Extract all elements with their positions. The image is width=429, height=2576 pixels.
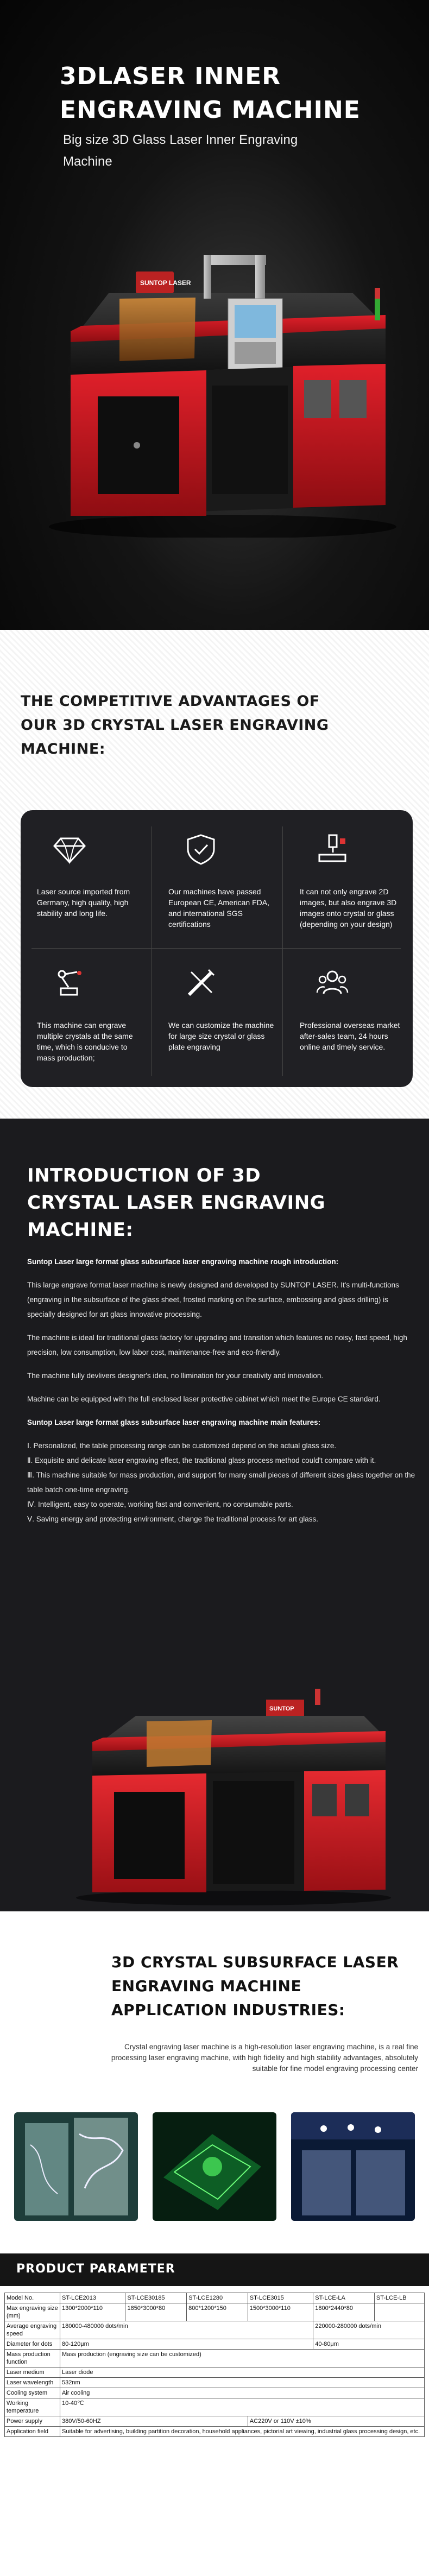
table-cell: Laser diode: [60, 2367, 425, 2378]
advantage-text: Professional overseas market after-sales team, 24 hours online and timely service.: [300, 1021, 400, 1051]
table-cell: 1850*3000*80: [125, 2303, 187, 2321]
table-cell: Air cooling: [60, 2388, 425, 2398]
divider: [31, 948, 401, 949]
applications-title: 3D CRYSTAL SUBSURFACE LASER ENGRAVING MACHINE APPLICATION INDUSTRIES:: [111, 1953, 399, 2019]
table-cell: 532nm: [60, 2378, 425, 2388]
design-tools-icon: [185, 967, 217, 999]
table-cell: AC220V or 110V ±10%: [248, 2416, 424, 2427]
table-row-label: Mass production function: [5, 2350, 60, 2367]
table-cell: Suitable for advertising, building partition decoration, household appliances, pictorial art viewing, industrial glass processing design, etc.: [60, 2427, 425, 2437]
application-image: [14, 2112, 138, 2221]
advantage-item: [294, 960, 408, 1079]
feature-item: Ⅳ. Intelligent, easy to operate, working fast and convenient, no consumable parts.: [27, 1500, 293, 1508]
introduction-heading: Suntop Laser large format glass subsurface laser engraving machine rough introduction:: [27, 1258, 339, 1266]
table-header-cell: ST-LCE-LA: [313, 2293, 375, 2303]
advantages-title: THE COMPETITIVE ADVANTAGES OF OUR 3D CRYSTAL LASER ENGRAVING MACHINE:: [21, 693, 329, 757]
table-cell: 380V/50-60HZ: [60, 2416, 248, 2427]
table-cell: [374, 2303, 424, 2321]
advantages-panel: [21, 810, 413, 1087]
table-row-label: Application field: [5, 2427, 60, 2437]
divider: [151, 826, 152, 1076]
table-cell: 800*1200*150: [187, 2303, 248, 2321]
table-header-cell: ST-LCE30185: [125, 2293, 187, 2303]
table-row: [5, 2388, 425, 2398]
features-heading: Suntop Laser large format glass subsurface laser engraving machine main features:: [27, 1418, 321, 1426]
advantage-text: This machine can engrave multiple crystals at the same time, which is conducive to mass production;: [37, 1021, 133, 1062]
product-parameter-title: PRODUCT PARAMETER: [16, 2262, 175, 2276]
table-row: [5, 2321, 425, 2339]
advantage-text: Laser source imported from Germany, high quality, high stability and long life.: [37, 887, 130, 918]
application-image: [153, 2112, 276, 2221]
parameter-table-wrap: [4, 2293, 425, 2437]
team-icon: [316, 967, 349, 999]
hero-brand-label: SUNTOP LASER: [140, 279, 191, 287]
table-header-cell: ST-LCE-LB: [374, 2293, 424, 2303]
applications-section: [0, 1911, 429, 2308]
laser-machine-image: [49, 233, 396, 538]
table-row-label: Max engraving size (mm): [5, 2303, 60, 2321]
application-image: [291, 2112, 415, 2221]
advantage-text: Our machines have passed European CE, American FDA, and international SGS certifications: [168, 887, 269, 929]
table-row-label: Laser wavelength: [5, 2378, 60, 2388]
table-header-cell: ST-LCE2013: [60, 2293, 125, 2303]
feature-item: Ⅰ. Personalized, the table processing range can be customized depend on the actual glass size.: [27, 1442, 337, 1450]
table-cell: 1300*2000*110: [60, 2303, 125, 2321]
introduction-body: [27, 1254, 416, 1526]
table-row: [5, 2367, 425, 2378]
table-cell: 40-80μm: [313, 2339, 425, 2350]
divider: [282, 826, 283, 1076]
feature-item: Ⅲ. This machine suitable for mass production, and support for many small pieces of different sizes glass together on the table batch one-time engraving.: [27, 1471, 415, 1494]
table-row: [5, 2339, 425, 2350]
table-row: [5, 2398, 425, 2416]
table-row-label: Laser medium: [5, 2367, 60, 2378]
advantage-text: We can customize the machine for large size crystal or glass plate engraving: [168, 1021, 274, 1051]
advantage-item: [294, 826, 408, 946]
parameter-table: [4, 2293, 425, 2437]
advantage-item: [31, 960, 146, 1079]
table-cell: 1500*3000*110: [248, 2303, 313, 2321]
introduction-paragraph: The machine fully devlivers designer's idea, no llimination for your creativity and innovation.: [27, 1372, 324, 1380]
table-row: [5, 2378, 425, 2388]
shield-check-icon: [185, 833, 217, 866]
table-cell: 220000-280000 dots/min: [313, 2321, 425, 2339]
advantage-item: [31, 826, 146, 946]
laser-machine-image: [71, 1678, 391, 1906]
table-row-label: Cooling system: [5, 2388, 60, 2398]
table-header-cell: ST-LCE3015: [248, 2293, 313, 2303]
table-row: [5, 2350, 425, 2367]
advantages-section: [0, 630, 429, 1119]
advantage-item: [163, 960, 277, 1079]
introduction-paragraph: The machine is ideal for traditional glass factory for upgrading and transition which features no noisy, fast speed, high precision, low consumption, low labor cost, maintenance-free and eco-friendly.: [27, 1334, 407, 1356]
feature-item: Ⅱ. Exquisite and delicate laser engraving effect, the traditional glass process method could't compare with it.: [27, 1456, 376, 1464]
table-cell: 1800*2440*80: [313, 2303, 375, 2321]
product-parameter-bar: [0, 2253, 429, 2286]
introduction-section: [0, 1119, 429, 1911]
table-row-label: Power supply: [5, 2416, 60, 2427]
intro-brand-label: SUNTOP: [269, 1706, 294, 1712]
hero-title: 3DLASER INNER ENGRAVING MACHINE: [60, 62, 361, 124]
table-cell: 180000-480000 dots/min: [60, 2321, 313, 2339]
table-cell: Mass production (engraving size can be customized): [60, 2350, 425, 2367]
introduction-paragraph: Machine can be equipped with the full enclosed laser protective cabinet which meet the Europe CE standard.: [27, 1395, 381, 1403]
applications-text: Crystal engraving laser machine is a high-resolution laser engraving machine, is a real fine processing laser engraving machine, with high fidelity and high stability advantages, absolutely suitable for fine model engraving processing center: [111, 2043, 418, 2073]
table-row: [5, 2416, 425, 2427]
table-cell: 80-120μm: [60, 2339, 313, 2350]
introduction-paragraph: This large engrave format laser machine is newly designed and developed by SUNTOP LASER. It's multi-functions (engraving in the subsurface of the glass sheet, frosted marking on the surface, embossing and glass drilling) is specially designed for art glass innovative processing.: [27, 1281, 399, 1318]
table-header-row: [5, 2293, 425, 2303]
introduction-title: INTRODUCTION OF 3D CRYSTAL LASER ENGRAVING MACHINE:: [27, 1165, 326, 1241]
diamond-icon: [53, 833, 86, 866]
table-row: [5, 2303, 425, 2321]
engraving-tool-icon: [316, 833, 349, 866]
table-header-cell: ST-LCE1280: [187, 2293, 248, 2303]
table-row: [5, 2427, 425, 2437]
table-header-cell: Model No.: [5, 2293, 60, 2303]
table-row-label: Working temperature: [5, 2398, 60, 2416]
advantage-item: [163, 826, 277, 946]
advantage-text: It can not only engrave 2D images, but also engrave 3D images onto crystal or glass (depending on your design): [300, 887, 397, 929]
feature-item: Ⅴ. Saving energy and protecting environment, change the traditional process for art glass.: [27, 1515, 319, 1523]
table-row-label: Average engraving speed: [5, 2321, 60, 2339]
table-cell: 10-40℃: [60, 2398, 425, 2416]
hero-subtitle: Big size 3D Glass Laser Inner Engraving Machine: [63, 132, 298, 169]
table-row-label: Diameter for dots: [5, 2339, 60, 2350]
hero-section: [0, 0, 429, 630]
robot-arm-icon: [53, 967, 86, 999]
